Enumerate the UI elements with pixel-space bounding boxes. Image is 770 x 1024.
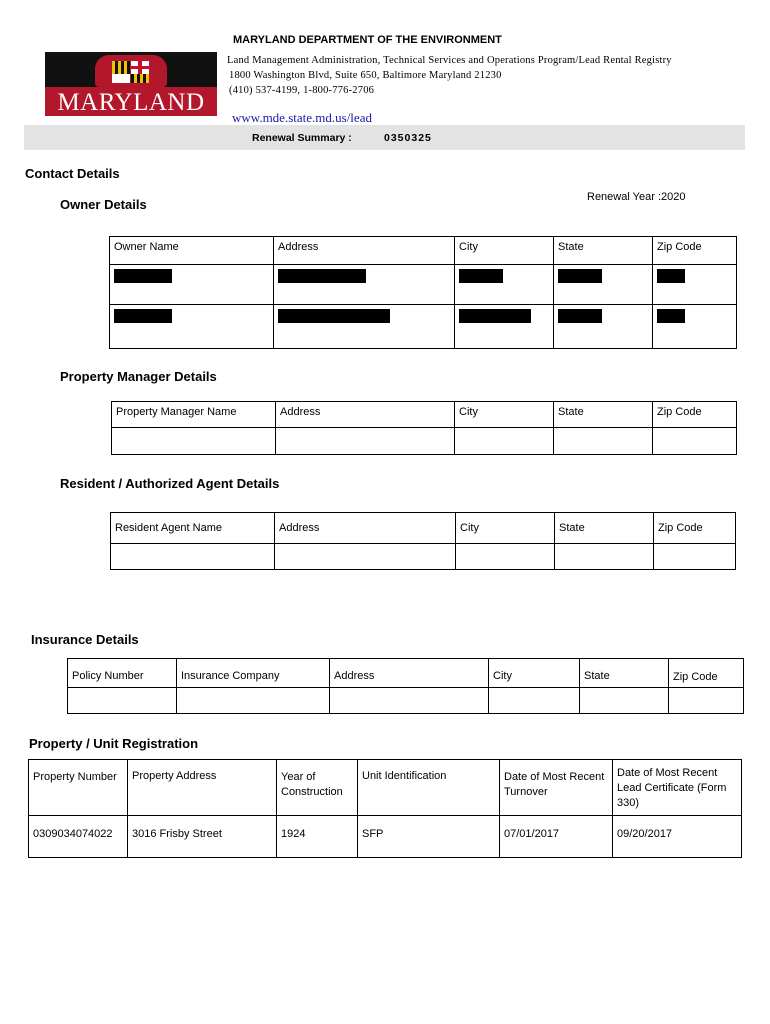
header-address: 1800 Washington Blvd, Suite 650, Baltimore Maryland 21230 [229, 70, 502, 81]
maryland-logo [45, 52, 217, 116]
header-phone: (410) 537-4199, 1-800-776-2706 [229, 85, 375, 96]
insurance-table [67, 658, 744, 714]
column-header: Insurance Company [177, 659, 330, 688]
column-header: State [580, 659, 669, 688]
table-row [110, 265, 737, 305]
redacted-block [459, 269, 503, 283]
redacted-block [558, 269, 602, 283]
redacted-block [459, 309, 531, 323]
property-manager-heading: Property Manager Details [60, 369, 217, 384]
header-program: Land Management Administration, Technical Services and Operations Program/Lead Rental Registry [227, 55, 672, 66]
column-header: Address [330, 659, 489, 688]
column-header: Unit Identification [358, 760, 500, 816]
redacted-block [657, 309, 685, 323]
column-header: Resident Agent Name [111, 513, 275, 544]
column-header: Address [275, 513, 456, 544]
property-registration-table [28, 759, 742, 858]
year-of-construction-cell: 1924 [277, 816, 358, 858]
column-header: City [456, 513, 555, 544]
column-header: Zip Code [653, 237, 737, 265]
logo-wordmark: MARYLAND [57, 89, 205, 116]
contact-details-heading: Contact Details [25, 166, 120, 181]
maryland-flag-icon [95, 55, 167, 87]
department-title: MARYLAND DEPARTMENT OF THE ENVIRONMENT [233, 34, 502, 46]
redacted-block [278, 269, 366, 283]
column-header: State [554, 402, 653, 428]
renewal-summary-number: 0350325 [384, 132, 432, 144]
unit-identification-cell: SFP [358, 816, 500, 858]
property-registration-heading: Property / Unit Registration [29, 736, 199, 751]
column-header: Zip Code [669, 659, 744, 688]
column-header: Policy Number [68, 659, 177, 688]
website-link[interactable]: www.mde.state.md.us/lead [232, 110, 372, 125]
column-header: Address [274, 237, 455, 265]
table-row [29, 816, 742, 858]
redacted-block [114, 309, 172, 323]
table-row [112, 428, 737, 455]
property-number-cell: 0309034074022 [29, 816, 128, 858]
column-header: Zip Code [653, 402, 737, 428]
table-row [111, 544, 736, 570]
table-row [68, 688, 744, 714]
redacted-block [657, 269, 685, 283]
column-header: Year of Construction [277, 760, 358, 816]
property-manager-table [111, 401, 737, 455]
insurance-details-heading: Insurance Details [31, 632, 139, 647]
column-header: Property Number [29, 760, 128, 816]
column-header: City [455, 237, 554, 265]
column-header: State [554, 237, 653, 265]
column-header: State [555, 513, 654, 544]
resident-agent-table [110, 512, 736, 570]
redacted-block [278, 309, 390, 323]
redacted-block [114, 269, 172, 283]
table-row [110, 305, 737, 349]
column-header: City [489, 659, 580, 688]
resident-agent-heading: Resident / Authorized Agent Details [60, 476, 280, 491]
renewal-year: Renewal Year :2020 [587, 191, 686, 203]
renewal-summary-label: Renewal Summary : [252, 132, 352, 144]
column-header: Zip Code [654, 513, 736, 544]
property-address-cell: 3016 Frisby Street [128, 816, 277, 858]
owner-details-heading: Owner Details [60, 197, 147, 212]
column-header: Date of Most Recent Lead Certificate (Form 330) [613, 760, 742, 816]
column-header: Date of Most Recent Turnover [500, 760, 613, 816]
column-header: City [455, 402, 554, 428]
column-header: Property Address [128, 760, 277, 816]
owner-table [109, 236, 737, 349]
column-header: Address [276, 402, 455, 428]
column-header: Owner Name [110, 237, 274, 265]
redacted-block [558, 309, 602, 323]
recent-turnover-cell: 07/01/2017 [500, 816, 613, 858]
column-header: Property Manager Name [112, 402, 276, 428]
lead-certificate-date-cell: 09/20/2017 [613, 816, 742, 858]
